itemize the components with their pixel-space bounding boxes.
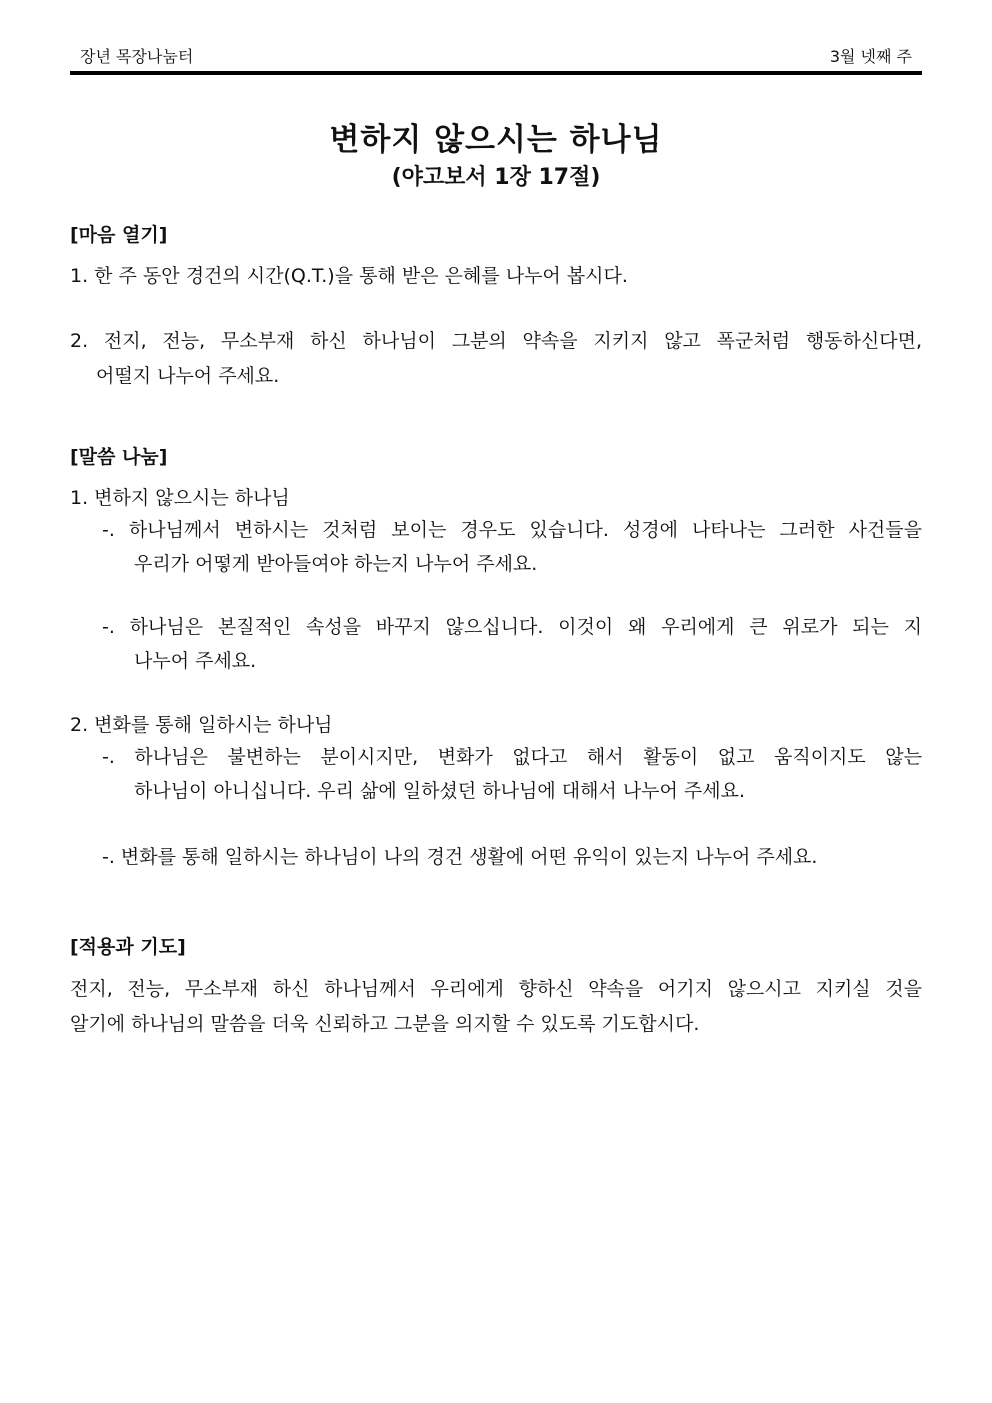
section-heading-application: [적용과 기도] bbox=[70, 936, 186, 958]
header-right-text: 3월 넷째 주 bbox=[829, 47, 912, 66]
word-point-2-title: 2. 변화를 통해 일하시는 하나님 bbox=[70, 714, 333, 736]
page-subtitle: (야고보서 1장 17절) bbox=[391, 165, 601, 190]
application-line-2: 알기에 하나님의 말씀을 더욱 신뢰하고 그분을 의지할 수 있도록 기도합시다. bbox=[70, 1013, 700, 1035]
application-line-1: 전지, 전능, 무소부재 하신 하나님께서 우리에게 향하신 약속을 어기지 않으시고 지키실 것을 bbox=[70, 978, 922, 1000]
header-divider bbox=[70, 71, 922, 75]
opening-question-2-line-2: 어떨지 나누어 주세요. bbox=[96, 365, 280, 387]
word-point-2b-line-1: -. 변화를 통해 일하시는 하나님이 나의 경건 생활에 어떤 유익이 있는지 나누어 주세요. bbox=[102, 846, 818, 868]
word-point-1a-line-2: 우리가 어떻게 받아들여야 하는지 나누어 주세요. bbox=[134, 553, 538, 575]
word-point-1-title: 1. 변하지 않으시는 하나님 bbox=[70, 487, 290, 509]
header-left-text: 장년 목장나눔터 bbox=[80, 47, 194, 66]
page-title: 변하지 않으시는 하나님 bbox=[329, 122, 663, 158]
word-point-1b-line-1: -. 하나님은 본질적인 속성을 바꾸지 않으십니다. 이것이 왜 우리에게 큰 위로가 되는 지 bbox=[102, 616, 922, 638]
section-heading-opening: [마음 열기] bbox=[70, 224, 168, 246]
word-point-2a-line-1: -. 하나님은 불변하는 분이시지만, 변화가 없다고 해서 활동이 없고 움직이지도 않는 bbox=[102, 746, 922, 768]
section-heading-word: [말씀 나눔] bbox=[70, 446, 168, 468]
word-point-2a-line-2: 하나님이 아니십니다. 우리 삶에 일하셨던 하나님에 대해서 나누어 주세요. bbox=[134, 780, 746, 802]
word-point-1a-line-1: -. 하나님께서 변하시는 것처럼 보이는 경우도 있습니다. 성경에 나타나는 그러한 사건들을 bbox=[102, 519, 922, 541]
opening-question-1: 1. 한 주 동안 경건의 시간(Q.T.)을 통해 받은 은혜를 나누어 봅시다. bbox=[70, 265, 628, 287]
word-point-1b-line-2: 나누어 주세요. bbox=[134, 650, 257, 672]
opening-question-2-line-1: 2. 전지, 전능, 무소부재 하신 하나님이 그분의 약속을 지키지 않고 폭군처럼 행동하신다면, bbox=[70, 330, 922, 352]
